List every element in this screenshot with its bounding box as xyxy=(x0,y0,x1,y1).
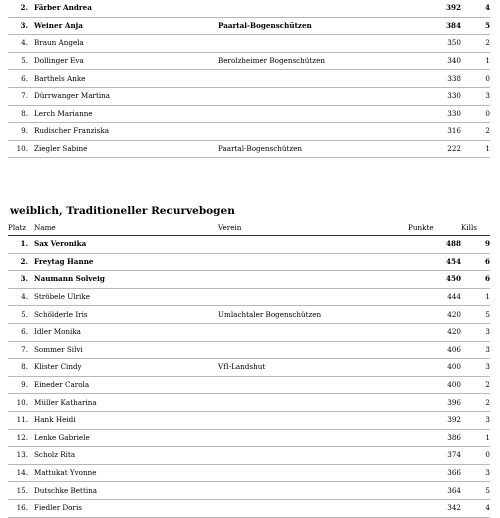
table-row xyxy=(8,411,490,429)
table-row xyxy=(8,306,490,324)
points-cell: 488 xyxy=(408,236,461,254)
place-cell: 6. xyxy=(8,70,28,88)
table-row xyxy=(8,447,490,465)
kills-cell: 1 xyxy=(461,429,490,447)
points-cell: 342 xyxy=(408,499,461,517)
table-row xyxy=(8,236,490,254)
table-row xyxy=(8,288,490,306)
place-cell: 7. xyxy=(8,341,28,359)
name-cell: Naumann Solveig xyxy=(34,271,218,289)
place-cell: 9. xyxy=(8,376,28,394)
place-cell: 3. xyxy=(8,271,28,289)
kills-cell: 1 xyxy=(461,288,490,306)
table-row xyxy=(8,482,490,500)
place-cell: 4. xyxy=(8,35,28,53)
kills-cell: 4 xyxy=(461,499,490,517)
name-cell: Schölderle Iris xyxy=(34,306,218,324)
name-cell: Fiedler Doris xyxy=(34,499,218,517)
place-cell: 1. xyxy=(8,236,28,254)
kills-cell: 3 xyxy=(461,411,490,429)
name-cell: Dürrwanger Martina xyxy=(34,87,218,105)
club-cell xyxy=(218,0,408,17)
place-cell: 10. xyxy=(8,140,28,158)
kills-cell: 9 xyxy=(461,236,490,254)
club-cell xyxy=(218,123,408,141)
name-cell: Idler Monika xyxy=(34,323,218,341)
header-points: Punkte xyxy=(408,220,461,236)
kills-cell: 2 xyxy=(461,123,490,141)
points-cell: 338 xyxy=(408,70,461,88)
table-row xyxy=(8,271,490,289)
kills-cell: 5 xyxy=(461,482,490,500)
kills-cell: 3 xyxy=(461,341,490,359)
place-cell: 11. xyxy=(8,411,28,429)
club-cell xyxy=(218,35,408,53)
name-cell: Freytag Hanne xyxy=(34,253,218,271)
club-cell xyxy=(218,70,408,88)
name-cell: Braun Angela xyxy=(34,35,218,53)
club-cell: VfI-Landshut xyxy=(218,359,408,377)
name-cell: Sax Veronika xyxy=(34,236,218,254)
table-row xyxy=(8,87,490,105)
kills-cell: 6 xyxy=(461,253,490,271)
kills-cell: 2 xyxy=(461,35,490,53)
points-cell: 444 xyxy=(408,288,461,306)
club-cell xyxy=(218,376,408,394)
table-row xyxy=(8,123,490,141)
place-cell: 16. xyxy=(8,499,28,517)
points-cell: 366 xyxy=(408,464,461,482)
place-cell: 15. xyxy=(8,482,28,500)
name-cell: Mattukat Yvonne xyxy=(34,464,218,482)
club-cell xyxy=(218,87,408,105)
kills-cell: 5 xyxy=(461,306,490,324)
place-cell: 2. xyxy=(8,0,28,17)
results-table-body xyxy=(8,236,490,518)
club-cell xyxy=(218,341,408,359)
table-row xyxy=(8,35,490,53)
name-cell: Ströbele Ulrike xyxy=(34,288,218,306)
club-cell xyxy=(218,271,408,289)
category-title: weiblich, Traditioneller Recurvebogen xyxy=(10,205,235,217)
place-cell: 8. xyxy=(8,359,28,377)
results-table-previous-category xyxy=(8,0,490,158)
place-cell: 2. xyxy=(8,253,28,271)
points-cell: 350 xyxy=(408,35,461,53)
club-cell: Berolzheimer Bogenschützen xyxy=(218,52,408,70)
kills-cell: 1 xyxy=(461,140,490,158)
kills-cell: 2 xyxy=(461,376,490,394)
points-cell: 396 xyxy=(408,394,461,412)
name-cell: Müller Katharina xyxy=(34,394,218,412)
club-cell: Umlachtaler Bogenschützen xyxy=(218,306,408,324)
place-cell: 6. xyxy=(8,323,28,341)
club-cell xyxy=(218,253,408,271)
points-cell: 392 xyxy=(408,411,461,429)
name-cell: Lerch Marianne xyxy=(34,105,218,123)
kills-cell: 0 xyxy=(461,447,490,465)
kills-cell: 3 xyxy=(461,323,490,341)
points-cell: 222 xyxy=(408,140,461,158)
name-cell: Weiner Anja xyxy=(34,17,218,35)
table-row xyxy=(8,394,490,412)
name-cell: Scholz Rita xyxy=(34,447,218,465)
club-cell xyxy=(218,236,408,254)
table-row xyxy=(8,341,490,359)
name-cell: Lenke Gabriele xyxy=(34,429,218,447)
place-cell: 5. xyxy=(8,306,28,324)
points-cell: 454 xyxy=(408,253,461,271)
table-row xyxy=(8,464,490,482)
points-cell: 330 xyxy=(408,105,461,123)
table-row xyxy=(8,429,490,447)
table-row xyxy=(8,253,490,271)
name-cell: Rudischer Franziska xyxy=(34,123,218,141)
name-cell: Dollinger Eva xyxy=(34,52,218,70)
points-cell: 330 xyxy=(408,87,461,105)
points-cell: 420 xyxy=(408,323,461,341)
place-cell: 13. xyxy=(8,447,28,465)
results-table-header xyxy=(8,220,490,236)
club-cell xyxy=(218,323,408,341)
name-cell: Färber Andrea xyxy=(34,0,218,17)
name-cell: Eineder Carola xyxy=(34,376,218,394)
table-row xyxy=(8,17,490,35)
points-cell: 400 xyxy=(408,359,461,377)
place-cell: 14. xyxy=(8,464,28,482)
points-cell: 340 xyxy=(408,52,461,70)
name-cell: Ziegler Sabine xyxy=(34,140,218,158)
place-cell: 10. xyxy=(8,394,28,412)
club-cell xyxy=(218,429,408,447)
name-cell: Hank Heidi xyxy=(34,411,218,429)
header-club: Verein xyxy=(218,220,408,236)
club-cell xyxy=(218,482,408,500)
club-cell xyxy=(218,447,408,465)
name-cell: Klister Cindy xyxy=(34,359,218,377)
place-cell: 5. xyxy=(8,52,28,70)
table-row xyxy=(8,140,490,158)
points-cell: 400 xyxy=(408,376,461,394)
header-name: Name xyxy=(34,220,218,236)
place-cell: 7. xyxy=(8,87,28,105)
club-cell xyxy=(218,105,408,123)
kills-cell: 2 xyxy=(461,394,490,412)
header-row xyxy=(8,220,490,236)
club-cell xyxy=(218,499,408,517)
club-cell xyxy=(218,394,408,412)
points-cell: 384 xyxy=(408,17,461,35)
kills-cell: 6 xyxy=(461,271,490,289)
kills-cell: 5 xyxy=(461,17,490,35)
name-cell: Dutschke Bettina xyxy=(34,482,218,500)
header-place: Platz xyxy=(8,220,28,236)
header-kills: Kills xyxy=(461,220,490,236)
club-cell xyxy=(218,411,408,429)
kills-cell: 0 xyxy=(461,70,490,88)
place-cell: 4. xyxy=(8,288,28,306)
points-cell: 392 xyxy=(408,0,461,17)
points-cell: 406 xyxy=(408,341,461,359)
kills-cell: 0 xyxy=(461,105,490,123)
place-cell: 9. xyxy=(8,123,28,141)
club-cell xyxy=(218,464,408,482)
results-table-recurve xyxy=(8,220,490,518)
club-cell xyxy=(218,288,408,306)
points-cell: 316 xyxy=(408,123,461,141)
table-row xyxy=(8,323,490,341)
points-cell: 374 xyxy=(408,447,461,465)
place-cell: 3. xyxy=(8,17,28,35)
points-cell: 364 xyxy=(408,482,461,500)
club-cell: Paartal-Bogenschützen xyxy=(218,17,408,35)
kills-cell: 1 xyxy=(461,52,490,70)
table-row xyxy=(8,105,490,123)
table-row xyxy=(8,70,490,88)
kills-cell: 4 xyxy=(461,0,490,17)
place-cell: 8. xyxy=(8,105,28,123)
table-row xyxy=(8,499,490,517)
table-row xyxy=(8,0,490,17)
points-cell: 450 xyxy=(408,271,461,289)
place-cell: 12. xyxy=(8,429,28,447)
name-cell: Sommer Silvi xyxy=(34,341,218,359)
club-cell: Paartal-Bogenschützen xyxy=(218,140,408,158)
table-row xyxy=(8,52,490,70)
points-cell: 420 xyxy=(408,306,461,324)
table-row xyxy=(8,376,490,394)
name-cell: Barthels Anke xyxy=(34,70,218,88)
points-cell: 386 xyxy=(408,429,461,447)
kills-cell: 3 xyxy=(461,464,490,482)
kills-cell: 3 xyxy=(461,359,490,377)
table-row xyxy=(8,359,490,377)
results-table-body xyxy=(8,0,490,158)
kills-cell: 3 xyxy=(461,87,490,105)
